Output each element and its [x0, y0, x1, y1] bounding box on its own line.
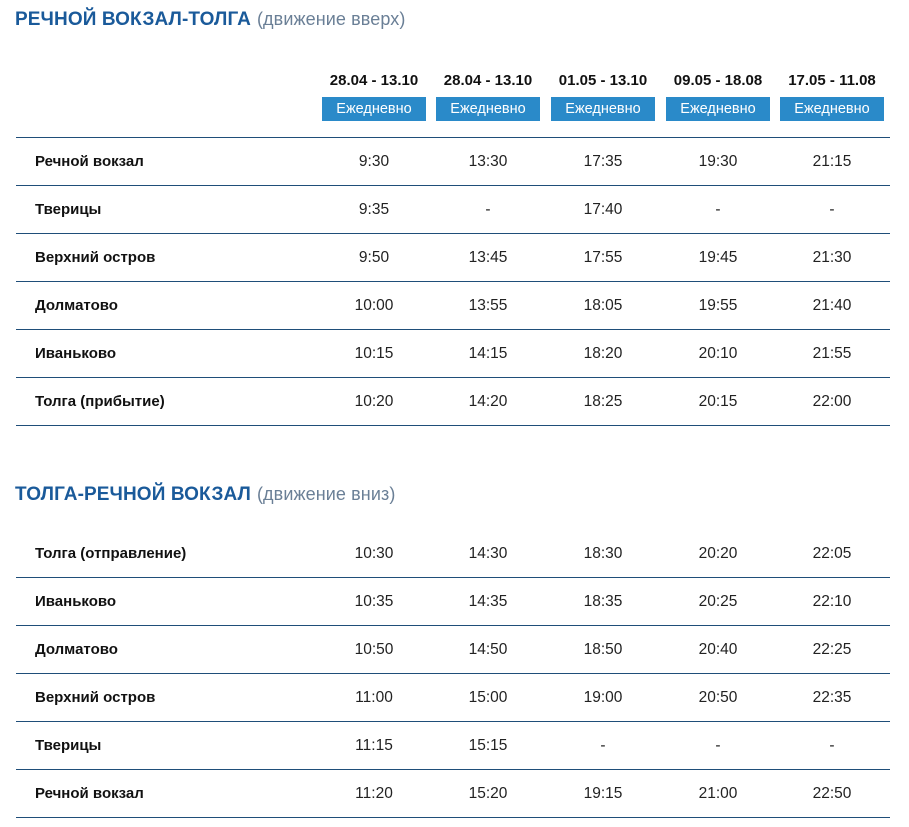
- departure-time: 21:00: [698, 785, 738, 802]
- stop-name: Тверицы: [35, 737, 102, 754]
- departure-time: 13:55: [468, 297, 508, 314]
- departure-time: 22:05: [812, 545, 852, 562]
- section-subtitle-up: (движение вверх): [256, 9, 406, 29]
- departure-time: 18:05: [583, 297, 623, 314]
- departure-time: 20:25: [698, 593, 738, 610]
- table-row: [16, 281, 890, 329]
- frequency-badge: Ежедневно: [780, 97, 884, 121]
- departure-time: 9:50: [358, 249, 390, 266]
- table-row: [16, 577, 890, 625]
- departure-time: 20:15: [698, 393, 738, 410]
- stop-name: Речной вокзал: [35, 153, 144, 170]
- departure-time: -: [829, 201, 835, 218]
- departure-time: 20:10: [698, 345, 738, 362]
- departure-time: 22:50: [812, 785, 852, 802]
- table-row: [16, 530, 890, 577]
- departure-time: 19:30: [698, 153, 738, 170]
- departure-time: -: [485, 201, 491, 218]
- departure-time: 11:00: [355, 689, 393, 706]
- departure-time: 21:40: [812, 297, 852, 314]
- departure-time: 19:15: [583, 785, 623, 802]
- departure-time: 10:35: [354, 593, 394, 610]
- departure-time: 10:15: [354, 345, 394, 362]
- table-row: [16, 185, 890, 233]
- frequency-badge: Ежедневно: [322, 97, 426, 121]
- stop-name: Верхний остров: [35, 249, 156, 266]
- departure-time: 11:15: [355, 737, 393, 754]
- departure-time: 21:55: [812, 345, 852, 362]
- departure-time: 14:30: [468, 545, 508, 562]
- departure-time: 22:00: [812, 393, 852, 410]
- section-title-down-text: ТОЛГА-РЕЧНОЙ ВОКЗАЛ: [15, 484, 251, 505]
- table-row: [16, 625, 890, 673]
- departure-time: 10:20: [354, 393, 394, 410]
- departure-time: 10:30: [354, 545, 394, 562]
- departure-time: -: [829, 737, 835, 754]
- departure-time: 22:35: [812, 689, 852, 706]
- table-row: [16, 137, 890, 185]
- stop-name: Иваньково: [35, 593, 117, 610]
- departure-time: 10:50: [354, 641, 394, 658]
- column-header: [322, 71, 426, 121]
- column-header: [666, 71, 770, 121]
- departure-time: 20:50: [698, 689, 738, 706]
- departure-time: 14:35: [468, 593, 508, 610]
- departure-time: 15:15: [468, 737, 508, 754]
- stop-name: Толга (отправление): [35, 545, 187, 562]
- section-subtitle-down: (движение вниз): [256, 484, 396, 504]
- column-header: [436, 71, 540, 121]
- departure-time: -: [715, 201, 721, 218]
- departure-time: 9:30: [358, 153, 390, 170]
- departure-time: 18:25: [583, 393, 623, 410]
- stop-name: Иваньково: [35, 345, 117, 362]
- departure-time: 18:20: [583, 345, 623, 362]
- departure-time: 21:30: [812, 249, 852, 266]
- departure-time: 17:55: [583, 249, 623, 266]
- stop-name: Долматово: [35, 297, 118, 314]
- departure-time: 19:55: [698, 297, 738, 314]
- departure-time: 21:15: [812, 153, 852, 170]
- stop-name: Верхний остров: [35, 689, 156, 706]
- table-row: [16, 329, 890, 377]
- departure-time: 9:35: [358, 201, 390, 218]
- departure-time: 19:00: [583, 689, 623, 706]
- table-row: [16, 233, 890, 281]
- departure-time: 10:00: [354, 297, 394, 314]
- column-date-range: 28.04 - 13.10: [329, 72, 419, 89]
- departure-time: 18:35: [583, 593, 623, 610]
- table-row: [16, 769, 890, 818]
- schedule-table-down: [16, 530, 890, 818]
- section-title-down: [15, 484, 395, 506]
- stop-name: Долматово: [35, 641, 118, 658]
- table-row: [16, 721, 890, 769]
- column-header: [780, 71, 884, 121]
- departure-time: 22:10: [812, 593, 852, 610]
- departure-time: -: [600, 737, 606, 754]
- departure-time: 14:50: [468, 641, 508, 658]
- table-row: [16, 673, 890, 721]
- departure-time: 13:45: [468, 249, 508, 266]
- frequency-badge: Ежедневно: [551, 97, 655, 121]
- departure-time: 20:40: [698, 641, 738, 658]
- departure-time: 18:30: [583, 545, 623, 562]
- section-title-up: [15, 9, 405, 31]
- departure-time: 17:35: [583, 153, 623, 170]
- departure-time: 15:20: [468, 785, 508, 802]
- departure-time: 13:30: [468, 153, 508, 170]
- column-header: [551, 71, 655, 121]
- departure-time: 18:50: [583, 641, 623, 658]
- schedule-table-up: [16, 137, 890, 426]
- stop-name: Тверицы: [35, 201, 102, 218]
- frequency-badge: Ежедневно: [436, 97, 540, 121]
- departure-time: 22:25: [812, 641, 852, 658]
- departure-time: 17:40: [583, 201, 623, 218]
- column-date-range: 28.04 - 13.10: [443, 72, 533, 89]
- table-row: [16, 377, 890, 426]
- departure-time: 11:20: [355, 785, 393, 802]
- column-date-range: 09.05 - 18.08: [673, 72, 763, 89]
- column-date-range: 01.05 - 13.10: [558, 72, 648, 89]
- departure-time: 19:45: [698, 249, 738, 266]
- departure-time: -: [715, 737, 721, 754]
- stop-name: Речной вокзал: [35, 785, 144, 802]
- departure-time: 14:15: [468, 345, 508, 362]
- departure-time: 14:20: [468, 393, 508, 410]
- departure-time: 15:00: [468, 689, 508, 706]
- column-date-range: 17.05 - 11.08: [788, 72, 876, 89]
- frequency-badge: Ежедневно: [666, 97, 770, 121]
- departure-time: 20:20: [698, 545, 738, 562]
- section-title-up-text: РЕЧНОЙ ВОКЗАЛ-ТОЛГА: [15, 9, 251, 30]
- stop-name: Толга (прибытие): [35, 393, 165, 410]
